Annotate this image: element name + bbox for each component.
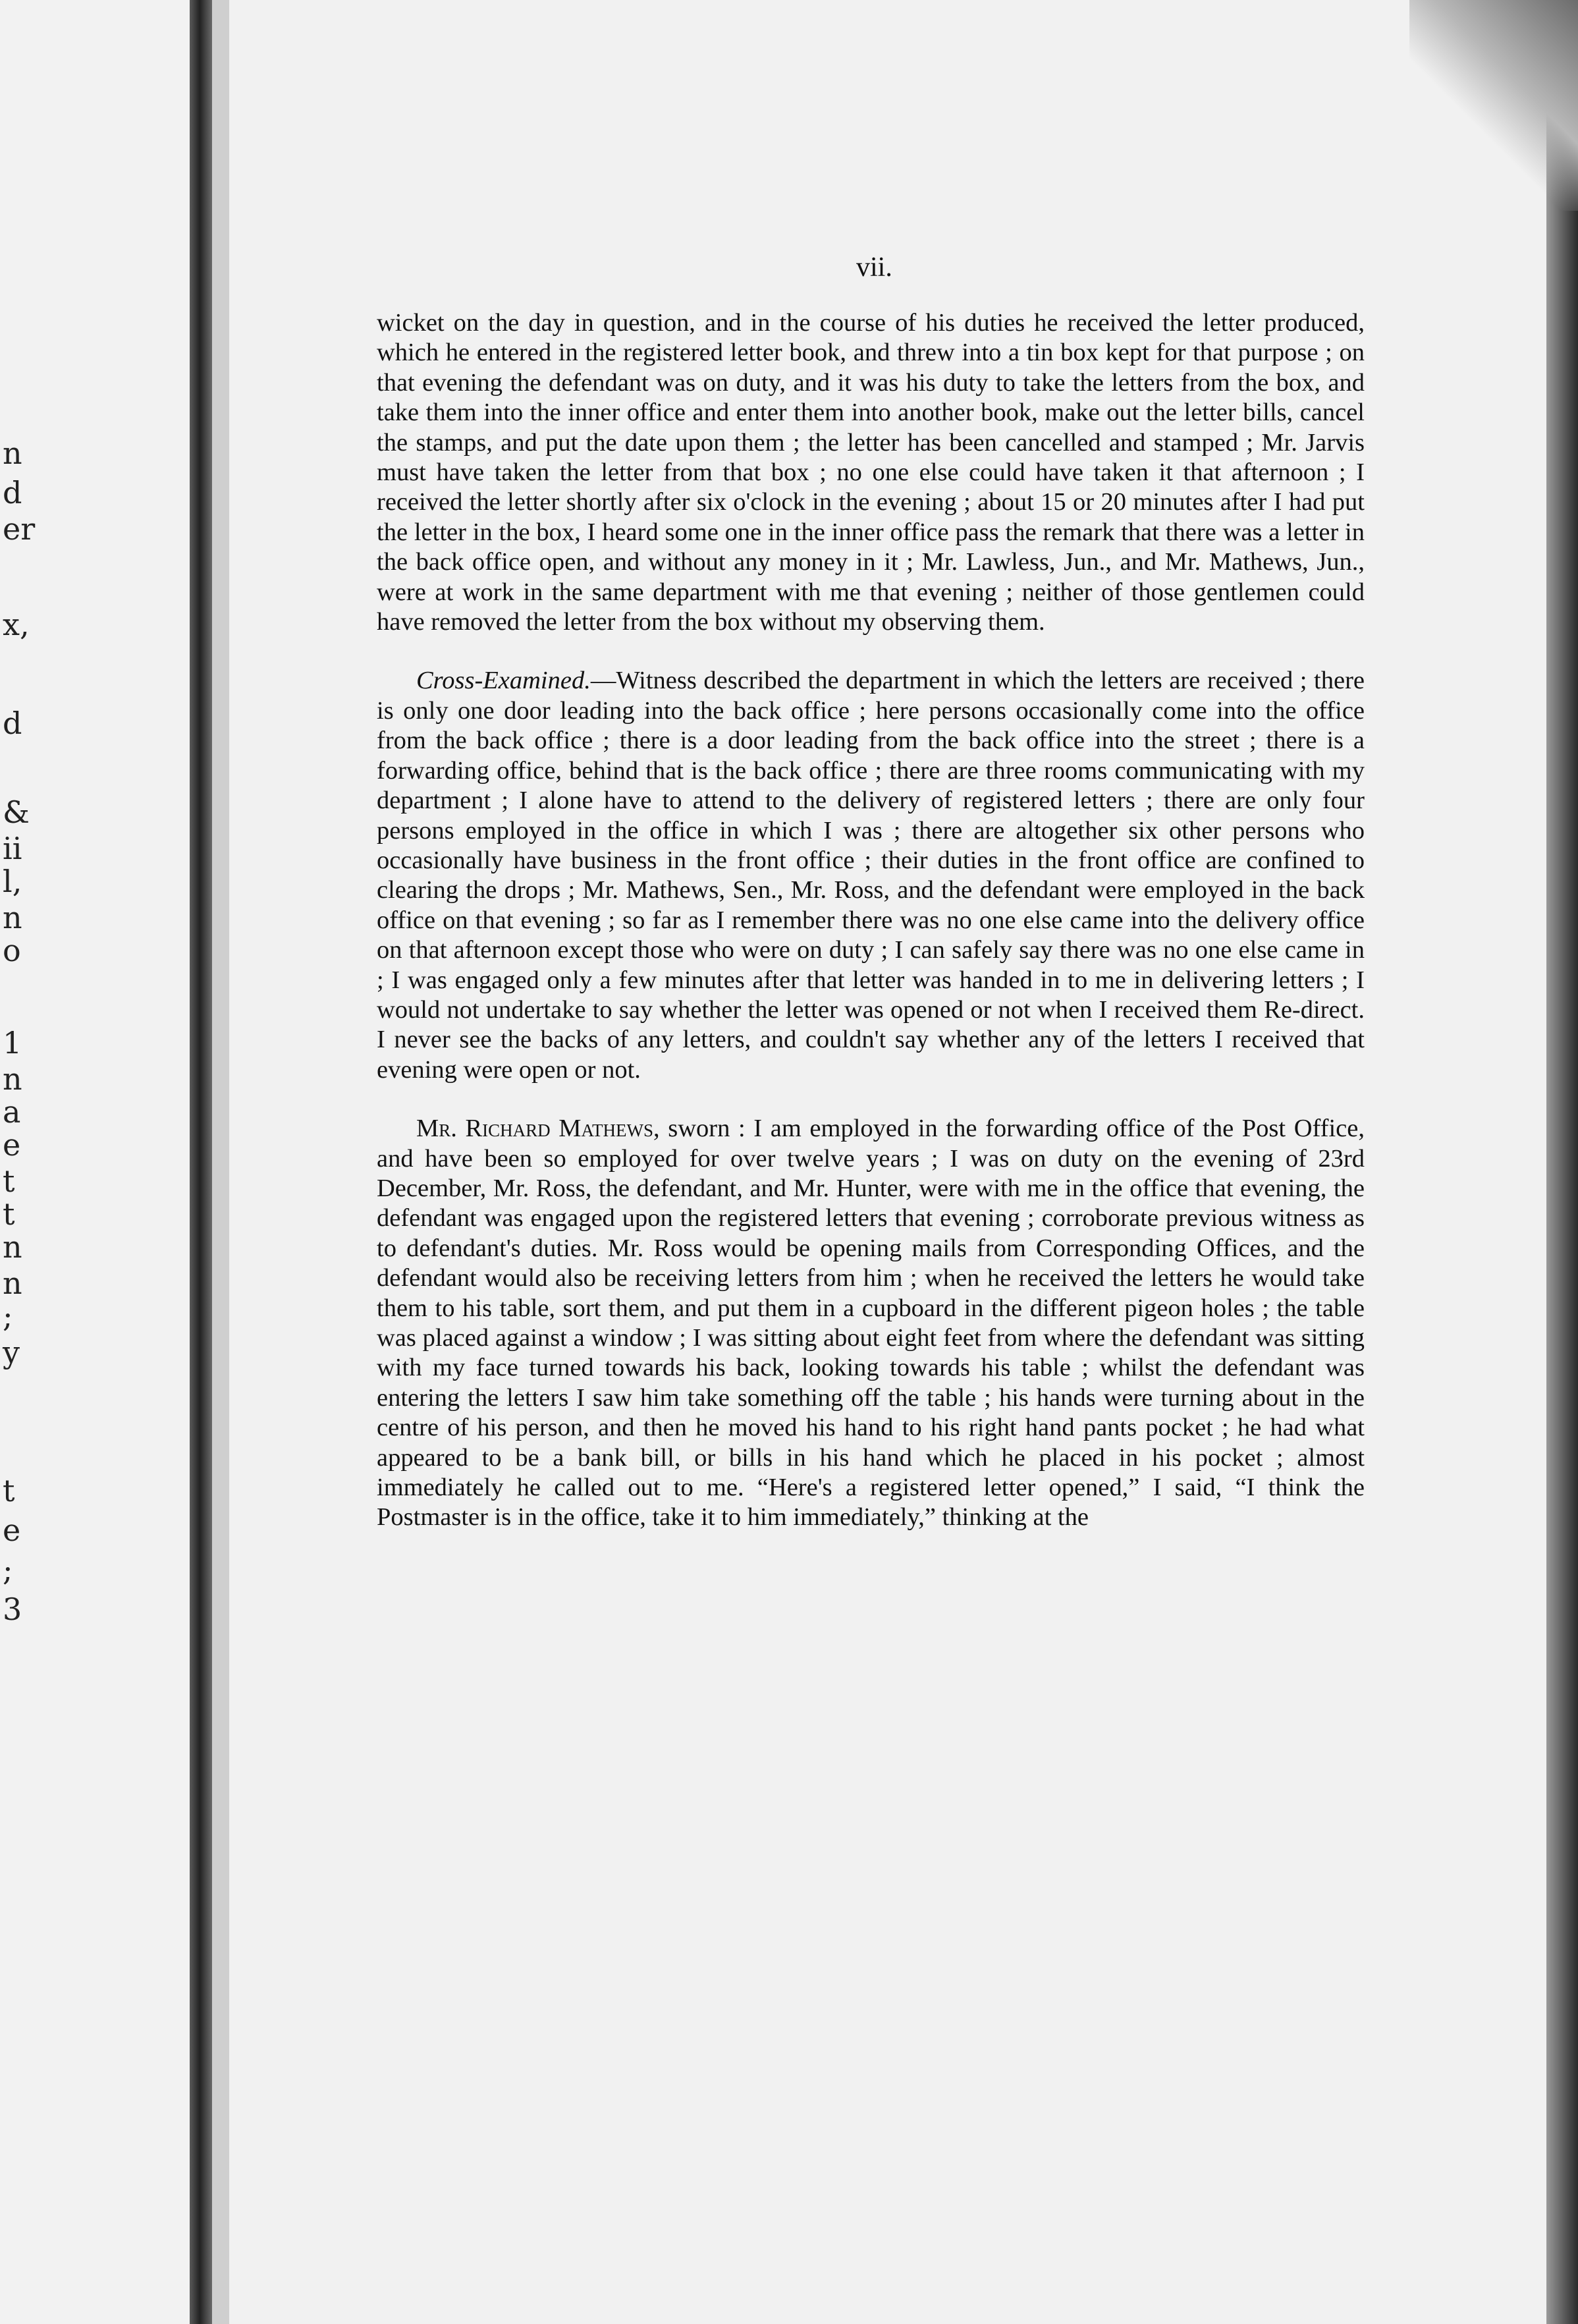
paragraph-2-text: —Witness described the department in which the letters are received ; there is only one door leading into the back office ; here persons occasionally come into the office from the back office ; there is a door leading from the back office into the street ; there is a forwarding office, behind that is the back office ; there are three rooms communicating with my department ; I alone have to attend to the delivery of registered letters ; there are only four persons employed in the office in which I was ; there are altogether six other persons who occasionally have business in the front office ; their duties in the front office are confined to clearing the drops ; Mr. Mathews, Sen., Mr. Ross, and the defendant were employed in the back office on that evening ; so far as I remember there was no one else came into the delivery office on that afternoon except those who were on duty ; I can safely say there was no one else came in ; I was engaged only a few minutes after that letter was handed in to me in delivering letters ; I would not undertake to say whether the letter was opened or not when I received them Re-direct. I never see the backs of any letters, and couldn't say whether any of the letters I received that evening were open or not.	[377, 667, 1365, 1084]
left-margin-fragment: n	[3, 900, 22, 935]
left-margin-fragment: l,	[3, 864, 22, 899]
left-margin-fragment: ;	[3, 1298, 13, 1334]
left-margin-fragment: t	[3, 1196, 15, 1232]
left-margin-fragment: n	[3, 435, 22, 471]
left-margin-fragment: x,	[3, 607, 30, 642]
body-text	[377, 308, 1365, 1533]
paragraph-1-text: wicket on the day in question, and in the course of his duties he received the letter produced, which he entered in the registered letter book, and threw into a tin box kept for that purpose ; on that evening the defendant was on duty, and it was his duty to take the letters from the box, and take them into the inner office and enter them into another book, make out the letter bills, cancel the stamps, and put the date upon them ; the letter has been cancelled and stamped ; Mr. Jarvis must have taken the letter from that box ; no one else could have taken it that afternoon ; I received the letter shortly after six o'clock in the evening ; about 15 or 20 minutes after I had put the letter in the box, I heard some one in the inner office pass the remark that there was a letter in the back office open, and without any money in it ; Mr. Lawless, Jun., and Mr. Mathews, Jun., were at work in the same department with me that evening ; neither of those gentlemen could have removed the letter from the box without my observing them.	[377, 309, 1365, 636]
paragraph-2-lead: Cross-Examined.	[416, 667, 591, 695]
left-margin-fragment: d	[3, 706, 22, 741]
left-margin-fragment: d	[3, 475, 22, 511]
left-margin-fragment: n	[3, 1265, 22, 1301]
paragraph-2	[377, 666, 1365, 1085]
left-margin-fragment: e	[3, 1127, 21, 1163]
left-margin-fragment: er	[3, 511, 36, 547]
left-margin-fragment: 3	[3, 1591, 22, 1627]
left-margin-fragments	[0, 0, 79, 2324]
left-margin-fragment: t	[3, 1163, 15, 1199]
paragraph-3-text: , sworn : I am employed in the forwarding office of the Post Office, and have been so employed for over twelve years ; I was on duty on the evening of 23rd December, Mr. Ross, the defendant, and Mr. Hunter, were with me in the office that evening, the defendant was engaged upon the registered letters that evening ; corroborate previous witness as to defendant's duties. Mr. Ross would be opening mails from Corresponding Offices, and the defendant would also be receiving letters from him ; when he received the letters he would take them to his table, sort them, and put them in a cupboard in the different pigeon holes ; the table was placed against a window ; I was sitting about eight feet from where the defendant was sitting with my face turned towards his back, looking towards his table ; whilst the defendant was entering the letters I saw him take something off the table ; his hands were turning about in the centre of his person, and then he moved his hand to his right hand pants pocket ; he had what appeared to be a bank bill, or bills in his hand which he placed in his pocket ; almost immediately he called out to me. “Here's a registered letter opened,” I said, “I think the Postmaster is in the office, take it to him immediately,” thinking at the	[377, 1115, 1365, 1532]
paragraph-1	[377, 308, 1365, 637]
left-margin-fragment: y	[3, 1335, 20, 1370]
paragraph-3-lead: Mr. Richard Mathews	[416, 1115, 654, 1143]
left-margin-fragment: o	[3, 933, 21, 968]
binding-shadow	[212, 0, 229, 2324]
paragraph-3	[377, 1114, 1365, 1533]
page-number: vii.	[856, 252, 892, 283]
left-margin-fragment: 1	[3, 1025, 22, 1061]
left-margin-fragment: ii	[3, 831, 22, 866]
binding-gutter	[190, 0, 212, 2324]
left-page-edge	[0, 0, 198, 2324]
left-margin-fragment: e	[3, 1512, 21, 1548]
left-margin-fragment: ;	[3, 1552, 13, 1588]
left-margin-fragment: &	[3, 794, 30, 830]
page-corner-wear	[1409, 0, 1578, 211]
left-margin-fragment: t	[3, 1473, 15, 1508]
left-margin-fragment: n	[3, 1061, 22, 1097]
right-page-edge	[1546, 0, 1578, 2324]
left-margin-fragment: n	[3, 1229, 22, 1265]
left-margin-fragment: a	[3, 1094, 21, 1130]
